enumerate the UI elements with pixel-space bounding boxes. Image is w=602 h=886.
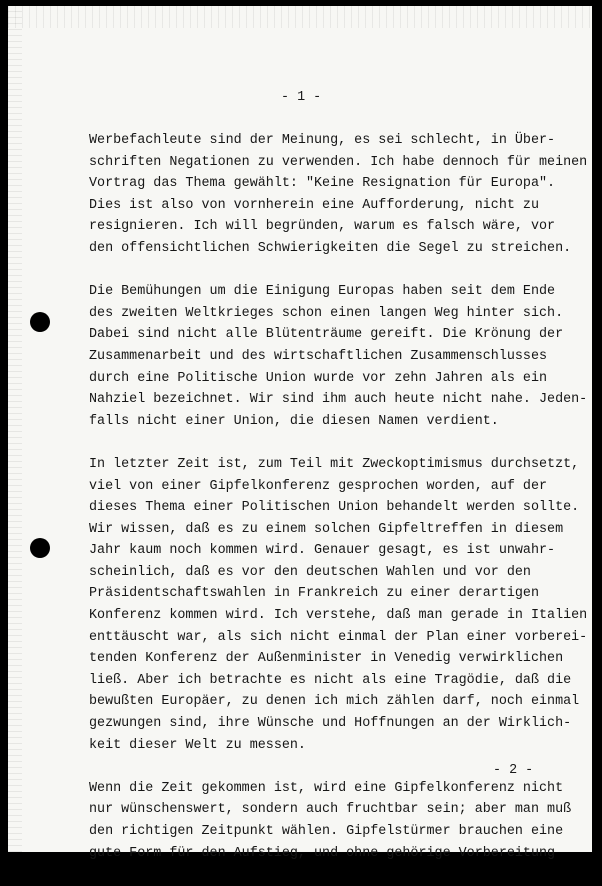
text-line: viel von einer Gipfelkonferenz gesprochen worden, auf der — [89, 478, 548, 494]
text-line: In letzter Zeit ist, zum Teil mit Zweckoptimismus durchsetzt, — [89, 456, 580, 472]
scan-noise-top — [8, 6, 592, 28]
paragraph — [89, 130, 588, 260]
text-line: keit dieser Welt zu messen. — [89, 737, 306, 753]
punch-hole-lower — [30, 538, 50, 558]
body-text — [89, 130, 588, 886]
text-line: den offensichtlichen Schwierigkeiten die Segel zu streichen. — [89, 240, 572, 256]
text-line: den richtigen Zeitpunkt wählen. Gipfelstürmer brauchen eine — [89, 824, 564, 839]
text-line: Dies ist also von vornherein eine Aufforderung, nicht zu — [89, 197, 539, 213]
text-line: Wenn die Zeit gekommen ist, wird eine Gipfelkonferenz nicht — [89, 780, 564, 796]
text-line: Jahr kaum noch kommen wird. Genauer gesagt, es ist unwahr- — [89, 543, 556, 559]
paragraph — [89, 778, 572, 864]
text-line: Zusammenarbeit und des wirtschaftlichen Zusammenschlusses — [89, 348, 548, 364]
text-line: durch eine Politische Union wurde vor zehn Jahren als ein — [89, 370, 548, 386]
text-line: enttäuscht war, als sich nicht einmal der Plan einer vorberei- — [89, 629, 588, 645]
text-line: nur wünschenswert, sondern auch fruchtbar sein; aber man muß — [89, 802, 572, 818]
text-line: Konferenz kommen wird. Ich verstehe, daß man gerade in Italien — [89, 608, 588, 624]
text-line: Wir wissen, daß es zu einem solchen Gipfeltreffen in diesem — [89, 521, 564, 537]
text-line: Die Bemühungen um die Einigung Europas haben seit dem Ende — [89, 284, 556, 300]
punch-hole-upper — [30, 312, 50, 332]
text-line: tenden Konferenz der Außenminister in Venedig verwirklichen — [89, 651, 564, 667]
text-line: gute Form für den Aufstieg, und ohne gehörige Vorbereitung — [89, 845, 556, 861]
text-line: Präsidentschaftswahlen in Frankreich zu einer derartigen — [89, 586, 539, 602]
page-number: - 1 - — [281, 90, 322, 105]
text-line: Nahziel bezeichnet. Wir sind ihm auch heute nicht nahe. Jeden- — [89, 392, 588, 408]
text-line: gezwungen sind, ihre Wünsche und Hoffnungen an der Wirklich- — [89, 716, 572, 732]
text-line: des zweiten Weltkrieges schon einen langen Weg hinter sich. — [89, 305, 564, 321]
text-line: dieses Thema einer Politischen Union behandelt werden sollte. — [89, 500, 580, 516]
text-line: ließ. Aber ich betrachte es nicht als eine Tragödie, daß die — [89, 672, 572, 688]
document-page — [8, 6, 592, 861]
text-line: Werbefachleute sind der Meinung, es sei schlecht, in Über- — [89, 133, 556, 148]
text-line: resignieren. Ich will begründen, warum es falsch wäre, vor — [89, 219, 556, 235]
text-line: bewußten Europäer, zu denen ich mich zählen darf, noch einmal — [89, 694, 580, 710]
text-line: schriften Negationen zu verwenden. Ich habe dennoch für meinen — [89, 154, 588, 170]
paragraph — [89, 454, 588, 756]
text-line: Dabei sind nicht alle Blütenträume gereift. Die Krönung der — [89, 327, 564, 343]
text-line: scheinlich, daß es vor den deutschen Wahlen und vor den — [89, 564, 531, 580]
paragraph — [89, 281, 588, 432]
continuation-marker: - 2 - — [493, 763, 534, 778]
scan-noise-left — [8, 6, 22, 852]
text-line: Vortrag das Thema gewählt: "Keine Resignation für Europa". — [89, 176, 556, 192]
text-line: falls nicht einer Union, die diesen Namen verdient. — [89, 413, 499, 429]
